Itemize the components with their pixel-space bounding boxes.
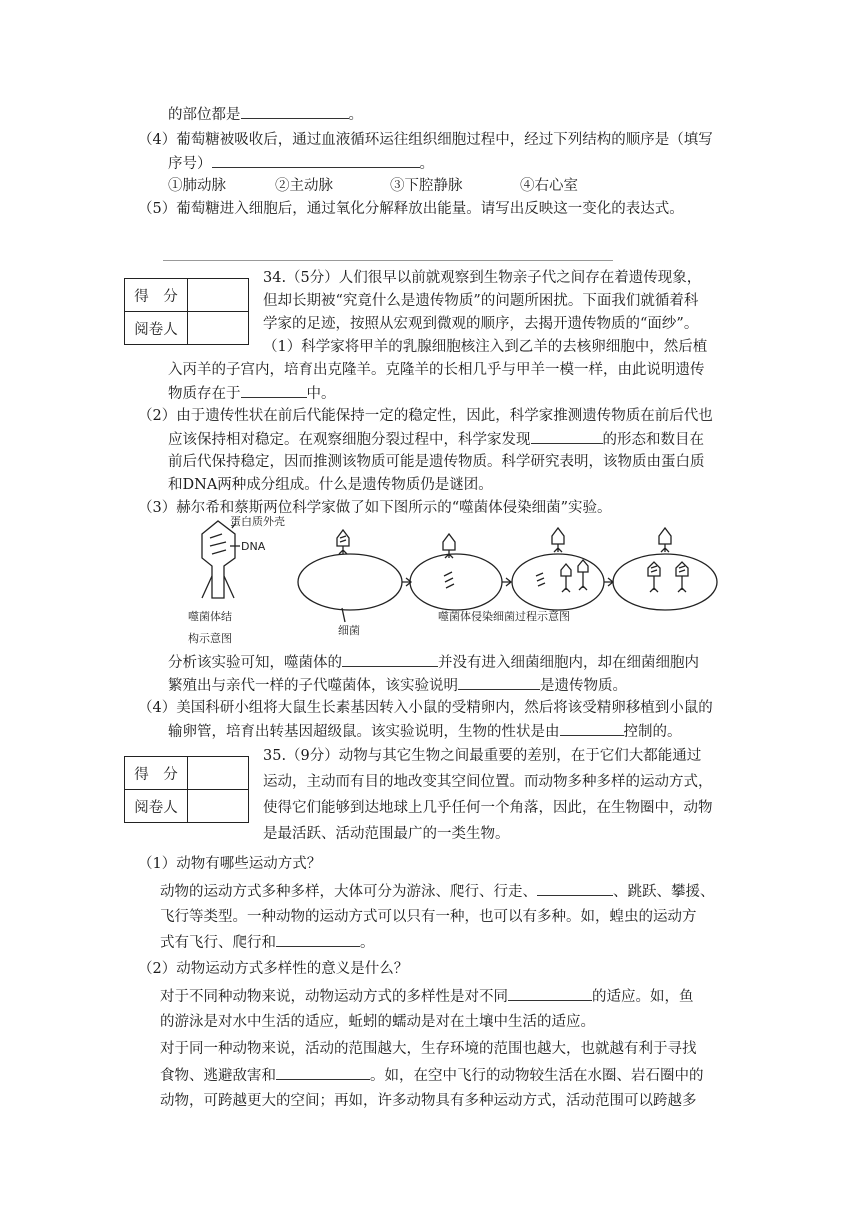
phage-dna-coil-icon [210,534,226,554]
q34-part2-line2: 应该保持相对稳定。在观察细胞分裂过程中，科学家发现 的形态和数目在 [168,429,704,450]
q34-part2-line3: 前后代保持稳定，因而推测该物质可能是遗传物质。科学研究表明，该物质由蛋白质 [168,454,705,470]
progeny-phage-icon [648,562,688,592]
q34-intro-3: 学家的足迹，按照从宏观到微观的顺序，去揭开遗传物质的“面纱”。 [263,316,699,332]
phage-tail-fiber-icon [202,576,234,598]
q35-intro-2: 运动，主动而有目的地改变其空间位置。而动物多种多样的运动方式， [263,774,713,790]
arrow-icon [604,578,613,586]
q33-part4-line1: （4）葡萄糖被吸收后，通过血液循环运往组织细胞过程中，经过下列结构的顺序是（填写 [138,132,713,148]
q35-answer2-line3: 对于同一种动物来说，活动的范围越大，生存环境的范围也越大，也就越有利于寻找 [160,1041,697,1057]
arrow-icon [502,578,511,586]
answer-blank[interactable] [342,652,438,667]
score-box-q34 [124,278,249,345]
answer-line[interactable] [163,260,613,261]
q35-answer1-line1: 动物的运动方式多种多样，大体可分为游泳、爬行、行走、 、跳跃、攀援、 [160,881,715,902]
q35-answer2-line1: 对于不同种动物来说，动物运动方式的多样性是对不同 的适应。如，鱼 [160,986,694,1007]
q34-part3-line3: 繁殖出与亲代一样的子代噬菌体，该实验说明 是遗传物质。 [168,675,627,696]
q34-part1-line1: （1）科学家将甲羊的乳腺细胞核注入到乙羊的去核卵细胞中，然后植 [263,339,708,355]
q34-part2-line4: 和DNA两种成分组成。什么是遗传物质仍是谜团。 [168,477,493,493]
q35-intro-1: 35.（9分）动物与其它生物之间最重要的差别，在于它们大都能通过 [263,748,702,764]
q33-line-a: 的部位都是 。 [168,104,363,125]
q35-heading-1: （1）动物有哪些运动方式？ [138,856,322,872]
new-phage-icon [561,560,588,592]
q35-answer2-line4: 食物、逃避敌害和 。如，在空中飞行的动物较生活在水圈、岩石圈中的 [160,1065,704,1086]
answer-blank[interactable] [276,1065,370,1080]
injected-dna-icon [444,572,454,588]
phage-structure-diagram [202,521,240,598]
phage-caption-2: 构示意图 [188,632,232,645]
phage-empty-shell-icon [659,528,671,552]
q35-answer1-line2: 飞行等类型。一种动物的运动方式可以只有一种，也可以有多种。如，蝗虫的运动方 [160,909,697,925]
replicated-dna-icon [536,573,545,586]
score-box-q35 [124,756,249,823]
process-caption: 噬菌体侵染细菌过程示意图 [438,610,570,623]
q34-part3-line1: （3）赫尔希和蔡斯两位科学家做了如下图所示的“噬菌体侵染细菌”实验。 [138,500,612,516]
q33-option: ③下腔静脉 [390,178,463,194]
score-label: 得 分 [125,757,188,790]
phage-caption-1: 噬菌体结 [188,610,232,623]
phage-attached-icon [337,530,349,554]
bacterium-stage-4 [613,554,717,610]
q33-part5: （5）葡萄糖进入细胞后，通过氧化分解释放出能量。请写出反映这一变化的表达式。 [138,201,684,217]
q35-heading-2: （2）动物运动方式多样性的意义是什么？ [138,961,409,977]
q33-option: ①肺动脉 [168,178,226,194]
q34-part4-line1: （4）美国科研小组将大鼠生长素基因转入小鼠的受精卵内，然后将该受精卵移植到小鼠的 [138,700,713,716]
answer-blank[interactable] [241,104,349,119]
protein-shell-label: 蛋白质外壳 [230,516,285,528]
bacterium-stage-3 [512,554,604,610]
answer-blank[interactable] [276,932,360,947]
q33-option: ②主动脉 [275,178,333,194]
bacterium-stage-1 [298,554,402,610]
bacterium-label: 细菌 [338,624,360,637]
q33-option: ④右心室 [520,178,578,194]
q34-part4-line2: 输卵管，培育出转基因超级鼠。该实验说明，生物的性状是由 控制的。 [168,721,682,742]
q35-answer2-line2: 的游泳是对水中生活的适应，蚯蚓的蠕动是对在土壤中生活的适应。 [160,1014,595,1030]
grader-label: 阅卷人 [125,312,188,345]
answer-blank[interactable] [560,721,624,736]
q34-part1-line2: 入丙羊的子宫内，培育出克隆羊。克隆羊的长相几乎与甲羊一模一样，由此说明遗传 [168,362,705,378]
phage-infection-figure [180,516,740,648]
q33-part4-line2: 序号） 。 [168,153,434,174]
answer-blank[interactable] [531,429,603,444]
grader-cell[interactable] [188,312,249,345]
answer-blank[interactable] [537,881,613,896]
q34-part2-line1: （2）由于遗传性状在前后代能保持一定的稳定性，因此，科学家推测遗传物质在前后代也 [138,408,713,424]
q34-part1-line3: 物质存在于 中。 [168,383,336,404]
q34-part3-line2: 分析该实验可知，噬菌体的 并没有进入细菌细胞内，却在细菌细胞内 [168,652,699,673]
dna-label: DNA [241,540,266,553]
bacterium-stage-2 [410,554,502,610]
score-cell[interactable] [188,279,249,312]
q35-intro-4: 是最活跃、活动范围最广的一类生物。 [263,826,510,842]
q34-intro-2: 但却长期被“究竟什么是遗传物质”的问题所困扰。下面我们就循着科 [263,293,699,309]
answer-blank[interactable] [458,675,540,690]
q35-answer1-line3: 式有飞行、爬行和 。 [160,932,375,953]
q35-intro-3: 使得它们能够到达地球上几乎任何一个角落，因此，在生物圈中，动物 [263,800,713,816]
q34-intro-1: 34.（5分）人们很早以前就观察到生物亲子代之间存在着遗传现象， [263,270,702,286]
grader-label: 阅卷人 [125,790,188,823]
score-label: 得 分 [125,279,188,312]
grader-cell[interactable] [188,790,249,823]
score-cell[interactable] [188,757,249,790]
answer-blank[interactable] [241,383,307,398]
answer-blank[interactable] [508,986,592,1001]
q35-answer2-line5: 动物，可跨越更大的空间；再如，许多动物具有多种运动方式，活动范围可以跨越多 [160,1093,697,1109]
phage-empty-shell-icon [552,528,564,552]
answer-blank[interactable] [212,153,420,168]
